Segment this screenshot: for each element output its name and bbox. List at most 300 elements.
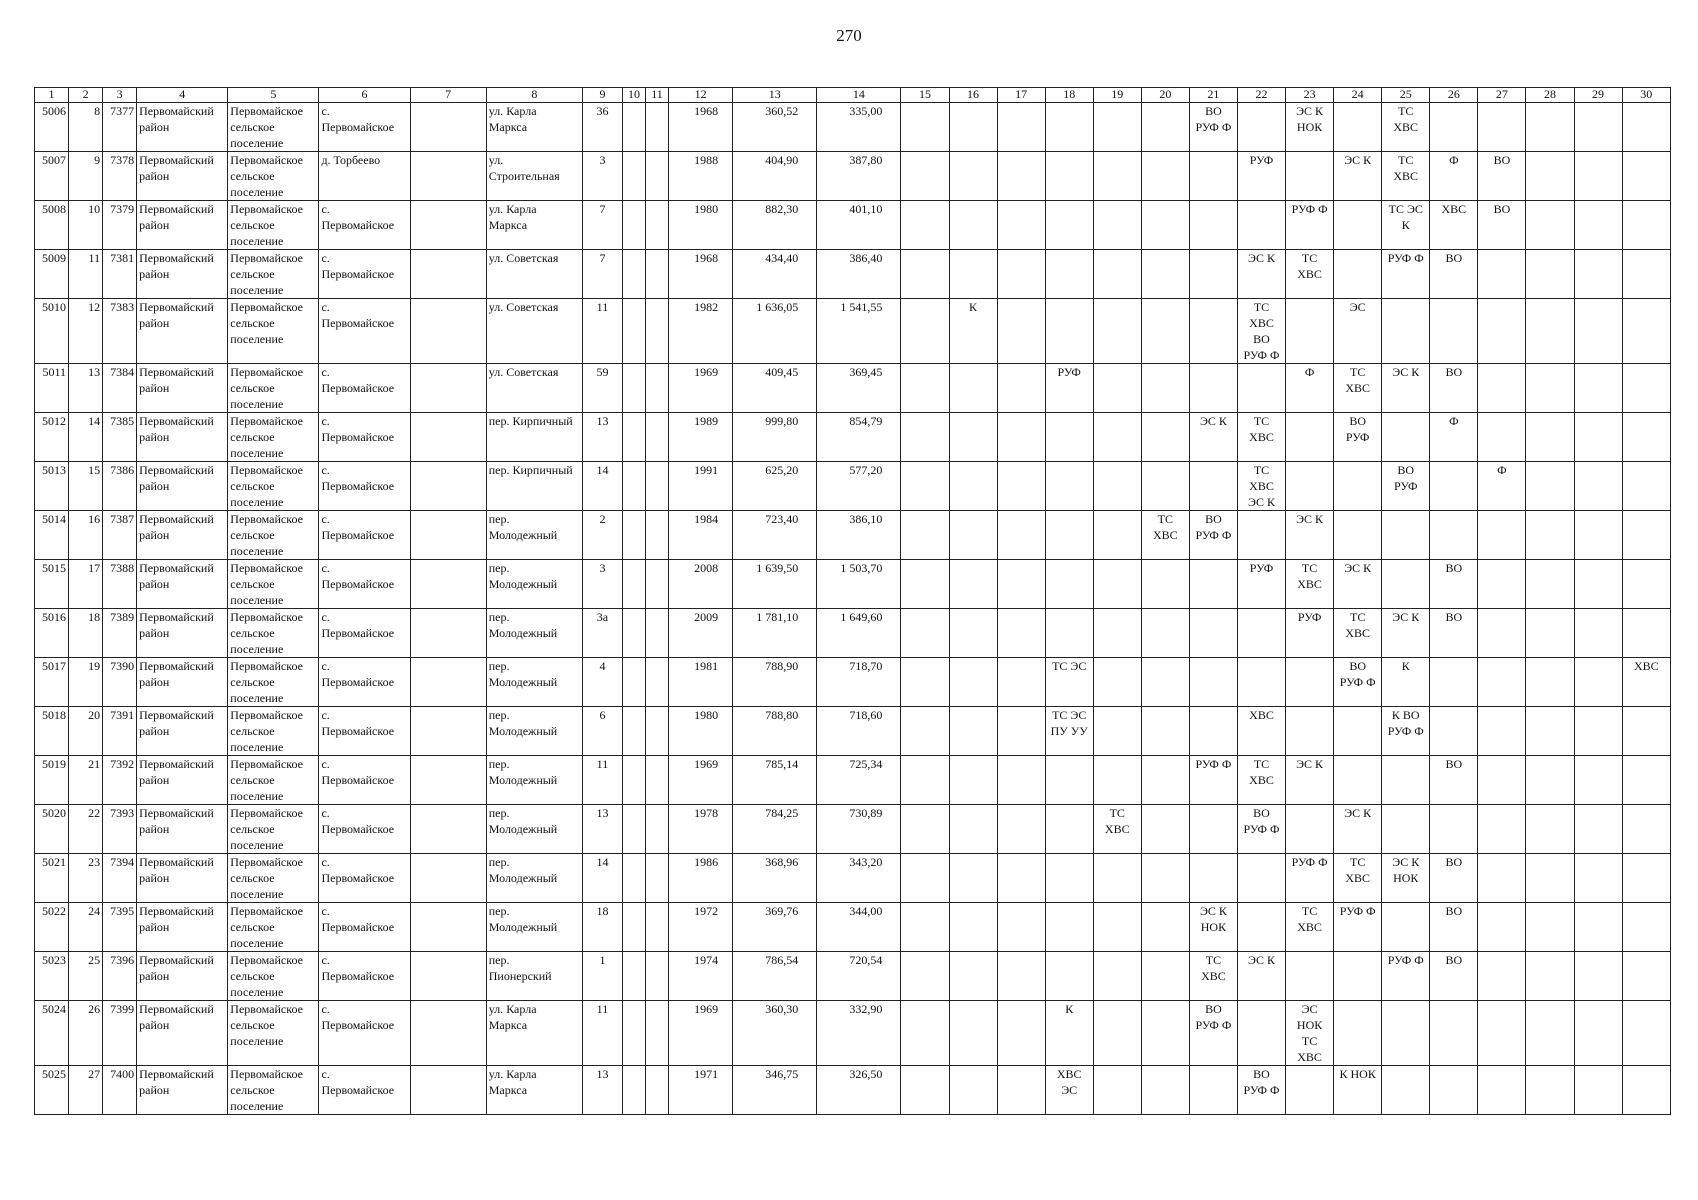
table-cell-col-3: 7381 [103, 250, 137, 299]
table-cell-col-23 [1286, 707, 1334, 756]
column-header-17: 17 [997, 88, 1045, 103]
table-cell-col-9: 11 [582, 1001, 622, 1066]
table-cell-col-29 [1574, 707, 1622, 756]
table-cell-col-23: ЭС К НОК [1286, 103, 1334, 152]
table-cell-col-14: 720,54 [817, 952, 901, 1001]
table-cell-col-8: ул. Карла Маркса [486, 1001, 582, 1066]
table-cell-col-11 [646, 299, 669, 364]
table-cell-col-22 [1237, 364, 1285, 413]
table-cell-col-13: 784,25 [733, 805, 817, 854]
table-cell-col-8: пер. Молодежный [486, 560, 582, 609]
table-cell-col-4: Первомайский район [137, 560, 228, 609]
table-cell-col-29 [1574, 1001, 1622, 1066]
table-cell-col-16 [949, 201, 997, 250]
table-cell-col-19 [1093, 1001, 1141, 1066]
table-cell-col-29 [1574, 609, 1622, 658]
table-cell-col-27 [1478, 364, 1526, 413]
table-cell-col-16 [949, 609, 997, 658]
table-cell-col-1: 5013 [35, 462, 69, 511]
column-header-24: 24 [1334, 88, 1382, 103]
column-header-22: 22 [1237, 88, 1285, 103]
table-cell-col-6: с. Первомайское [319, 707, 410, 756]
table-cell-col-20 [1141, 658, 1189, 707]
table-cell-col-5: Первомайское сельское поселение [228, 511, 319, 560]
table-cell-col-13: 786,54 [733, 952, 817, 1001]
table-cell-col-14: 718,60 [817, 707, 901, 756]
table-cell-col-22: РУФ [1237, 560, 1285, 609]
table-row [35, 952, 1671, 1001]
table-cell-col-14: 718,70 [817, 658, 901, 707]
table-cell-col-14: 386,10 [817, 511, 901, 560]
table-row [35, 854, 1671, 903]
table-cell-col-17 [997, 609, 1045, 658]
table-cell-col-21: ЭС К [1189, 413, 1237, 462]
table-cell-col-19: ТС ХВС [1093, 805, 1141, 854]
table-cell-col-20 [1141, 1001, 1189, 1066]
table-cell-col-18 [1045, 103, 1093, 152]
table-cell-col-16 [949, 903, 997, 952]
table-cell-col-26: Ф [1430, 152, 1478, 201]
table-cell-col-18: ТС ЭС [1045, 658, 1093, 707]
table-cell-col-12: 1978 [669, 805, 733, 854]
table-cell-col-18 [1045, 201, 1093, 250]
table-cell-col-15 [901, 1001, 949, 1066]
table-cell-col-30 [1622, 756, 1670, 805]
table-cell-col-1: 5006 [35, 103, 69, 152]
table-cell-col-5: Первомайское сельское поселение [228, 103, 319, 152]
table-cell-col-9: 13 [582, 413, 622, 462]
table-cell-col-19 [1093, 854, 1141, 903]
table-cell-col-24 [1334, 250, 1382, 299]
table-row [35, 560, 1671, 609]
table-cell-col-14: 854,79 [817, 413, 901, 462]
table-cell-col-9: 3 [582, 152, 622, 201]
table-cell-col-11 [646, 707, 669, 756]
table-cell-col-11 [646, 511, 669, 560]
table-cell-col-2: 24 [69, 903, 103, 952]
column-header-1: 1 [35, 88, 69, 103]
table-cell-col-30 [1622, 152, 1670, 201]
table-cell-col-5: Первомайское сельское поселение [228, 560, 319, 609]
table-cell-col-20 [1141, 250, 1189, 299]
table-cell-col-16 [949, 658, 997, 707]
table-cell-col-2: 21 [69, 756, 103, 805]
table-cell-col-7 [410, 511, 486, 560]
table-cell-col-14: 1 649,60 [817, 609, 901, 658]
table-cell-col-11 [646, 854, 669, 903]
table-row [35, 903, 1671, 952]
table-cell-col-1: 5025 [35, 1066, 69, 1115]
table-cell-col-14: 343,20 [817, 854, 901, 903]
table-cell-col-29 [1574, 413, 1622, 462]
table-cell-col-3: 7384 [103, 364, 137, 413]
table-cell-col-29 [1574, 560, 1622, 609]
table-cell-col-27 [1478, 560, 1526, 609]
column-header-23: 23 [1286, 88, 1334, 103]
table-cell-col-24: ТС ХВС [1334, 609, 1382, 658]
table-cell-col-21 [1189, 560, 1237, 609]
table-cell-col-2: 10 [69, 201, 103, 250]
table-cell-col-10 [622, 364, 645, 413]
table-cell-col-24 [1334, 462, 1382, 511]
table-cell-col-12: 1988 [669, 152, 733, 201]
table-cell-col-9: 6 [582, 707, 622, 756]
table-cell-col-13: 346,75 [733, 1066, 817, 1115]
table-cell-col-2: 26 [69, 1001, 103, 1066]
table-cell-col-22 [1237, 658, 1285, 707]
table-cell-col-10 [622, 103, 645, 152]
table-cell-col-4: Первомайский район [137, 707, 228, 756]
table-cell-col-14: 335,00 [817, 103, 901, 152]
table-cell-col-17 [997, 952, 1045, 1001]
table-cell-col-5: Первомайское сельское поселение [228, 462, 319, 511]
table-cell-col-10 [622, 609, 645, 658]
table-cell-col-16 [949, 756, 997, 805]
table-cell-col-15 [901, 511, 949, 560]
column-header-29: 29 [1574, 88, 1622, 103]
column-header-8: 8 [486, 88, 582, 103]
table-cell-col-11 [646, 952, 669, 1001]
table-cell-col-24: ТС ХВС [1334, 854, 1382, 903]
table-cell-col-15 [901, 103, 949, 152]
table-cell-col-30 [1622, 952, 1670, 1001]
table-cell-col-28 [1526, 1001, 1574, 1066]
table-cell-col-18 [1045, 805, 1093, 854]
table-cell-col-18: ТС ЭС ПУ УУ [1045, 707, 1093, 756]
table-cell-col-22: ЭС К [1237, 250, 1285, 299]
table-cell-col-7 [410, 103, 486, 152]
table-row [35, 152, 1671, 201]
column-header-15: 15 [901, 88, 949, 103]
table-cell-col-16 [949, 1066, 997, 1115]
table-cell-col-6: с. Первомайское [319, 413, 410, 462]
table-cell-col-24 [1334, 756, 1382, 805]
table-cell-col-1: 5024 [35, 1001, 69, 1066]
column-header-3: 3 [103, 88, 137, 103]
table-cell-col-20 [1141, 609, 1189, 658]
table-cell-col-26 [1430, 511, 1478, 560]
table-cell-col-28 [1526, 658, 1574, 707]
table-cell-col-21 [1189, 854, 1237, 903]
table-row [35, 250, 1671, 299]
table-row [35, 658, 1671, 707]
table-cell-col-7 [410, 952, 486, 1001]
table-cell-col-30 [1622, 560, 1670, 609]
table-cell-col-6: с. Первомайское [319, 903, 410, 952]
table-cell-col-25: ТС ХВС [1382, 152, 1430, 201]
table-cell-col-4: Первомайский район [137, 756, 228, 805]
table-cell-col-27 [1478, 609, 1526, 658]
table-cell-col-18 [1045, 560, 1093, 609]
table-cell-col-29 [1574, 103, 1622, 152]
table-cell-col-1: 5018 [35, 707, 69, 756]
table-cell-col-22: ТС ХВС [1237, 756, 1285, 805]
table-cell-col-20 [1141, 756, 1189, 805]
table-cell-col-6: с. Первомайское [319, 1001, 410, 1066]
table-cell-col-13: 368,96 [733, 854, 817, 903]
table-cell-col-7 [410, 805, 486, 854]
table-cell-col-13: 1 781,10 [733, 609, 817, 658]
table-cell-col-5: Первомайское сельское поселение [228, 805, 319, 854]
table-cell-col-13: 360,52 [733, 103, 817, 152]
table-cell-col-17 [997, 364, 1045, 413]
table-cell-col-3: 7392 [103, 756, 137, 805]
table-cell-col-3: 7385 [103, 413, 137, 462]
table-cell-col-8: пер. Молодежный [486, 609, 582, 658]
table-cell-col-10 [622, 462, 645, 511]
page-number: 270 [836, 26, 862, 45]
table-cell-col-30 [1622, 1001, 1670, 1066]
table-cell-col-28 [1526, 511, 1574, 560]
table-cell-col-14: 344,00 [817, 903, 901, 952]
table-cell-col-21: ВО РУФ Ф [1189, 511, 1237, 560]
table-cell-col-9: 18 [582, 903, 622, 952]
table-cell-col-23 [1286, 152, 1334, 201]
table-cell-col-17 [997, 805, 1045, 854]
table-cell-col-19 [1093, 1066, 1141, 1115]
table-cell-col-4: Первомайский район [137, 462, 228, 511]
table-row [35, 609, 1671, 658]
table-cell-col-16 [949, 560, 997, 609]
table-cell-col-5: Первомайское сельское поселение [228, 707, 319, 756]
table-cell-col-7 [410, 462, 486, 511]
table-cell-col-11 [646, 103, 669, 152]
table-cell-col-13: 360,30 [733, 1001, 817, 1066]
table-cell-col-18 [1045, 299, 1093, 364]
table-cell-col-20 [1141, 103, 1189, 152]
table-cell-col-19 [1093, 299, 1141, 364]
table-cell-col-9: 3 [582, 560, 622, 609]
table-cell-col-3: 7383 [103, 299, 137, 364]
table-cell-col-14: 401,10 [817, 201, 901, 250]
column-header-2: 2 [69, 88, 103, 103]
table-cell-col-2: 17 [69, 560, 103, 609]
table-cell-col-18 [1045, 462, 1093, 511]
table-cell-col-4: Первомайский район [137, 1001, 228, 1066]
table-cell-col-26: ВО [1430, 756, 1478, 805]
table-cell-col-29 [1574, 152, 1622, 201]
table-cell-col-4: Первомайский район [137, 364, 228, 413]
table-cell-col-8: ул. Карла Маркса [486, 1066, 582, 1115]
table-cell-col-29 [1574, 658, 1622, 707]
table-cell-col-21: ВО РУФ Ф [1189, 1001, 1237, 1066]
table-cell-col-4: Первомайский район [137, 805, 228, 854]
table-cell-col-6: с. Первомайское [319, 511, 410, 560]
table-cell-col-7 [410, 609, 486, 658]
table-cell-col-18: К [1045, 1001, 1093, 1066]
table-cell-col-6: с. Первомайское [319, 560, 410, 609]
table-cell-col-9: 11 [582, 756, 622, 805]
table-cell-col-17 [997, 560, 1045, 609]
table-cell-col-30 [1622, 250, 1670, 299]
table-cell-col-25 [1382, 903, 1430, 952]
table-cell-col-4: Первомайский район [137, 413, 228, 462]
table-cell-col-27 [1478, 103, 1526, 152]
table-cell-col-15 [901, 952, 949, 1001]
table-cell-col-21 [1189, 152, 1237, 201]
table-cell-col-15 [901, 658, 949, 707]
table-cell-col-23: ЭС К [1286, 511, 1334, 560]
table-cell-col-3: 7387 [103, 511, 137, 560]
table-cell-col-7 [410, 854, 486, 903]
table-cell-col-21: ТС ХВС [1189, 952, 1237, 1001]
table-cell-col-15 [901, 413, 949, 462]
table-cell-col-12: 1971 [669, 1066, 733, 1115]
table-cell-col-25 [1382, 413, 1430, 462]
table-cell-col-2: 14 [69, 413, 103, 462]
table-cell-col-5: Первомайское сельское поселение [228, 952, 319, 1001]
column-header-26: 26 [1430, 88, 1478, 103]
column-header-5: 5 [228, 88, 319, 103]
table-cell-col-8: ул. Карла Маркса [486, 103, 582, 152]
table-cell-col-3: 7393 [103, 805, 137, 854]
table-cell-col-20 [1141, 707, 1189, 756]
table-cell-col-12: 1980 [669, 201, 733, 250]
table-cell-col-23 [1286, 413, 1334, 462]
table-cell-col-5: Первомайское сельское поселение [228, 1001, 319, 1066]
column-header-16: 16 [949, 88, 997, 103]
table-cell-col-7 [410, 201, 486, 250]
table-cell-col-23: Ф [1286, 364, 1334, 413]
table-cell-col-13: 404,90 [733, 152, 817, 201]
table-cell-col-10 [622, 201, 645, 250]
table-cell-col-6: с. Первомайское [319, 364, 410, 413]
table-cell-col-9: 13 [582, 1066, 622, 1115]
table-cell-col-21 [1189, 707, 1237, 756]
column-number-row [35, 88, 1671, 103]
table-cell-col-4: Первомайский район [137, 201, 228, 250]
table-cell-col-19 [1093, 201, 1141, 250]
table-cell-col-14: 577,20 [817, 462, 901, 511]
table-cell-col-11 [646, 903, 669, 952]
table-cell-col-30 [1622, 854, 1670, 903]
table-cell-col-20 [1141, 560, 1189, 609]
column-header-4: 4 [137, 88, 228, 103]
table-cell-col-29 [1574, 511, 1622, 560]
table-row [35, 201, 1671, 250]
table-cell-col-21 [1189, 805, 1237, 854]
table-cell-col-8: пер. Молодежный [486, 707, 582, 756]
table-cell-col-9: 59 [582, 364, 622, 413]
table-cell-col-1: 5009 [35, 250, 69, 299]
table-cell-col-19 [1093, 152, 1141, 201]
table-cell-col-7 [410, 756, 486, 805]
table-cell-col-29 [1574, 201, 1622, 250]
table-cell-col-8: пер. Молодежный [486, 805, 582, 854]
table-cell-col-13: 788,80 [733, 707, 817, 756]
table-cell-col-14: 369,45 [817, 364, 901, 413]
table-cell-col-26: ВО [1430, 952, 1478, 1001]
table-cell-col-29 [1574, 250, 1622, 299]
table-row [35, 413, 1671, 462]
column-header-20: 20 [1141, 88, 1189, 103]
table-cell-col-17 [997, 1066, 1045, 1115]
table-cell-col-5: Первомайское сельское поселение [228, 903, 319, 952]
table-cell-col-12: 1969 [669, 364, 733, 413]
table-cell-col-26 [1430, 1001, 1478, 1066]
column-header-7: 7 [410, 88, 486, 103]
table-cell-col-29 [1574, 756, 1622, 805]
table-cell-col-15 [901, 560, 949, 609]
table-cell-col-22: ТС ХВС ВО РУФ Ф [1237, 299, 1285, 364]
table-cell-col-19 [1093, 103, 1141, 152]
table-cell-col-25 [1382, 1001, 1430, 1066]
table-cell-col-22 [1237, 103, 1285, 152]
table-cell-col-7 [410, 1001, 486, 1066]
table-cell-col-27 [1478, 413, 1526, 462]
table-cell-col-24: ЭС К [1334, 805, 1382, 854]
table-cell-col-7 [410, 658, 486, 707]
table-row [35, 1001, 1671, 1066]
table-cell-col-24: ЭС [1334, 299, 1382, 364]
table-cell-col-29 [1574, 299, 1622, 364]
table-cell-col-18 [1045, 511, 1093, 560]
table-cell-col-3: 7394 [103, 854, 137, 903]
table-cell-col-16 [949, 364, 997, 413]
table-cell-col-23: РУФ [1286, 609, 1334, 658]
table-cell-col-25: ЭС К [1382, 609, 1430, 658]
table-cell-col-8: пер. Молодежный [486, 854, 582, 903]
table-cell-col-24 [1334, 707, 1382, 756]
table-cell-col-23 [1286, 1066, 1334, 1115]
table-cell-col-4: Первомайский район [137, 103, 228, 152]
table-cell-col-14: 387,80 [817, 152, 901, 201]
table-cell-col-8: пер. Молодежный [486, 511, 582, 560]
table-cell-col-18 [1045, 903, 1093, 952]
table-cell-col-19 [1093, 952, 1141, 1001]
table-cell-col-2: 16 [69, 511, 103, 560]
table-cell-col-22 [1237, 609, 1285, 658]
table-cell-col-18 [1045, 413, 1093, 462]
table-cell-col-1: 5014 [35, 511, 69, 560]
table-cell-col-15 [901, 299, 949, 364]
table-row [35, 462, 1671, 511]
table-cell-col-19 [1093, 511, 1141, 560]
table-row [35, 707, 1671, 756]
table-cell-col-2: 27 [69, 1066, 103, 1115]
table-cell-col-25: ТС ХВС [1382, 103, 1430, 152]
table-cell-col-11 [646, 250, 669, 299]
table-cell-col-10 [622, 1066, 645, 1115]
table-cell-col-3: 7390 [103, 658, 137, 707]
table-cell-col-18 [1045, 854, 1093, 903]
table-cell-col-28 [1526, 805, 1574, 854]
table-cell-col-6: с. Первомайское [319, 103, 410, 152]
table-cell-col-22: ТС ХВС [1237, 413, 1285, 462]
table-cell-col-30 [1622, 1066, 1670, 1115]
table-cell-col-12: 1972 [669, 903, 733, 952]
table-cell-col-13: 1 636,05 [733, 299, 817, 364]
table-cell-col-24 [1334, 1001, 1382, 1066]
table-cell-col-1: 5015 [35, 560, 69, 609]
table-cell-col-7 [410, 903, 486, 952]
table-cell-col-27 [1478, 1001, 1526, 1066]
table-cell-col-21: ЭС К НОК [1189, 903, 1237, 952]
table-cell-col-6: с. Первомайское [319, 658, 410, 707]
table-cell-col-4: Первомайский район [137, 658, 228, 707]
table-cell-col-18: РУФ [1045, 364, 1093, 413]
table-cell-col-1: 5022 [35, 903, 69, 952]
table-cell-col-21 [1189, 364, 1237, 413]
table-cell-col-26 [1430, 103, 1478, 152]
table-cell-col-1: 5010 [35, 299, 69, 364]
column-header-18: 18 [1045, 88, 1093, 103]
table-cell-col-10 [622, 413, 645, 462]
table-cell-col-1: 5007 [35, 152, 69, 201]
table-cell-col-23 [1286, 658, 1334, 707]
table-cell-col-28 [1526, 756, 1574, 805]
table-cell-col-1: 5008 [35, 201, 69, 250]
